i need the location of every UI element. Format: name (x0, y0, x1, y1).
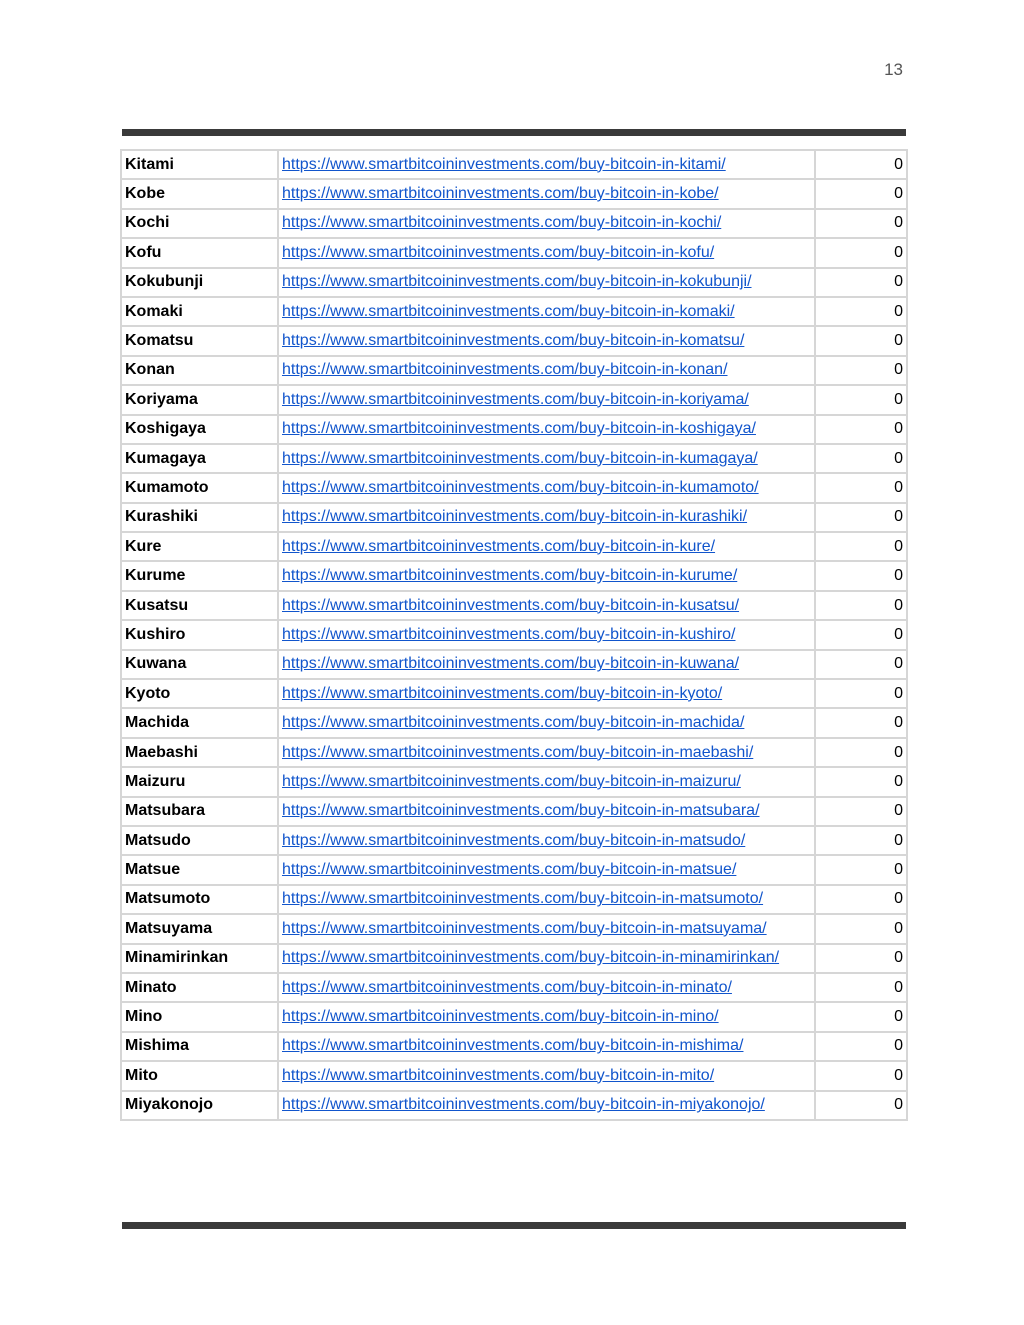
city-name-cell: Konan (121, 356, 278, 385)
city-link[interactable]: https://www.smartbitcoininvestments.com/buy-bitcoin-in-machida/ (282, 714, 745, 732)
city-link[interactable]: https://www.smartbitcoininvestments.com/buy-bitcoin-in-kushiro/ (282, 625, 736, 643)
city-name-cell: Maizuru (121, 767, 278, 796)
count-cell: 0 (815, 297, 907, 326)
city-link[interactable]: https://www.smartbitcoininvestments.com/buy-bitcoin-in-kuwana/ (282, 655, 740, 673)
table-row (121, 944, 907, 973)
city-name-cell: Kobe (121, 179, 278, 208)
city-name-cell: Kofu (121, 238, 278, 267)
table-row (121, 767, 907, 796)
table-row (121, 1032, 907, 1061)
count-cell: 0 (815, 855, 907, 884)
top-divider (122, 129, 906, 136)
city-link[interactable]: https://www.smartbitcoininvestments.com/buy-bitcoin-in-matsubara/ (282, 802, 760, 820)
url-cell (278, 1032, 815, 1061)
url-cell (278, 209, 815, 238)
count-cell: 0 (815, 591, 907, 620)
url-cell (278, 1061, 815, 1090)
url-cell (278, 238, 815, 267)
table-body (121, 150, 907, 1120)
url-cell (278, 532, 815, 561)
city-link[interactable]: https://www.smartbitcoininvestments.com/buy-bitcoin-in-komaki/ (282, 302, 735, 320)
city-name-cell: Kure (121, 532, 278, 561)
url-cell (278, 826, 815, 855)
url-cell (278, 620, 815, 649)
count-cell: 0 (815, 150, 907, 179)
url-cell (278, 885, 815, 914)
city-name-cell: Minamirinkan (121, 944, 278, 973)
count-cell: 0 (815, 973, 907, 1002)
count-cell: 0 (815, 914, 907, 943)
count-cell: 0 (815, 473, 907, 502)
city-name-cell: Kurashiki (121, 503, 278, 532)
count-cell: 0 (815, 679, 907, 708)
count-cell: 0 (815, 356, 907, 385)
url-cell (278, 297, 815, 326)
url-cell (278, 385, 815, 414)
city-name-cell: Kushiro (121, 620, 278, 649)
url-cell (278, 797, 815, 826)
url-cell (278, 473, 815, 502)
table-row (121, 532, 907, 561)
city-name-cell: Mino (121, 1002, 278, 1031)
city-name-cell: Kitami (121, 150, 278, 179)
url-cell (278, 326, 815, 355)
table-row (121, 620, 907, 649)
city-link[interactable]: https://www.smartbitcoininvestments.com/buy-bitcoin-in-mishima/ (282, 1037, 744, 1055)
city-name-cell: Machida (121, 708, 278, 737)
city-link[interactable]: https://www.smartbitcoininvestments.com/buy-bitcoin-in-kurume/ (282, 567, 738, 585)
url-cell (278, 708, 815, 737)
url-cell (278, 561, 815, 590)
table-row (121, 1061, 907, 1090)
city-name-cell: Kumamoto (121, 473, 278, 502)
count-cell: 0 (815, 650, 907, 679)
table-row (121, 914, 907, 943)
city-link[interactable]: https://www.smartbitcoininvestments.com/buy-bitcoin-in-kumamoto/ (282, 478, 759, 496)
url-cell (278, 1091, 815, 1120)
table-row (121, 297, 907, 326)
count-cell: 0 (815, 444, 907, 473)
city-name-cell: Matsubara (121, 797, 278, 826)
url-cell (278, 914, 815, 943)
table-row (121, 385, 907, 414)
page-number: 13 (884, 60, 903, 79)
city-name-cell: Kochi (121, 209, 278, 238)
bottom-divider (122, 1222, 906, 1229)
count-cell: 0 (815, 797, 907, 826)
city-link[interactable]: https://www.smartbitcoininvestments.com/buy-bitcoin-in-mito/ (282, 1066, 715, 1084)
url-cell (278, 356, 815, 385)
url-cell (278, 150, 815, 179)
url-cell (278, 767, 815, 796)
table-row (121, 738, 907, 767)
city-link[interactable]: https://www.smartbitcoininvestments.com/buy-bitcoin-in-matsue/ (282, 861, 737, 879)
url-cell (278, 855, 815, 884)
city-link[interactable]: https://www.smartbitcoininvestments.com/buy-bitcoin-in-kokubunji/ (282, 273, 752, 291)
count-cell: 0 (815, 826, 907, 855)
city-link[interactable]: https://www.smartbitcoininvestments.com/buy-bitcoin-in-maebashi/ (282, 743, 754, 761)
city-name-cell: Matsudo (121, 826, 278, 855)
city-name-cell: Kyoto (121, 679, 278, 708)
city-link[interactable]: https://www.smartbitcoininvestments.com/buy-bitcoin-in-kure/ (282, 537, 716, 555)
city-name-cell: Koriyama (121, 385, 278, 414)
table-row (121, 561, 907, 590)
city-link[interactable]: https://www.smartbitcoininvestments.com/buy-bitcoin-in-minamirinkan/ (282, 949, 780, 967)
count-cell: 0 (815, 944, 907, 973)
table-row (121, 326, 907, 355)
count-cell: 0 (815, 238, 907, 267)
table-row (121, 444, 907, 473)
count-cell: 0 (815, 620, 907, 649)
url-cell (278, 268, 815, 297)
city-name-cell: Mito (121, 1061, 278, 1090)
city-link[interactable]: https://www.smartbitcoininvestments.com/buy-bitcoin-in-minato/ (282, 978, 732, 996)
city-link[interactable]: https://www.smartbitcoininvestments.com/buy-bitcoin-in-kobe/ (282, 185, 719, 203)
city-link[interactable]: https://www.smartbitcoininvestments.com/buy-bitcoin-in-kyoto/ (282, 684, 723, 702)
table-row (121, 503, 907, 532)
city-name-cell: Miyakonojo (121, 1091, 278, 1120)
city-link[interactable]: https://www.smartbitcoininvestments.com/buy-bitcoin-in-konan/ (282, 361, 728, 379)
count-cell: 0 (815, 385, 907, 414)
table-row (121, 855, 907, 884)
table-row (121, 1002, 907, 1031)
count-cell: 0 (815, 326, 907, 355)
count-cell: 0 (815, 268, 907, 297)
city-name-cell: Maebashi (121, 738, 278, 767)
count-cell: 0 (815, 1061, 907, 1090)
table-row (121, 415, 907, 444)
url-cell (278, 1002, 815, 1031)
city-name-cell: Matsumoto (121, 885, 278, 914)
table-row (121, 885, 907, 914)
city-name-cell: Kokubunji (121, 268, 278, 297)
city-link[interactable]: https://www.smartbitcoininvestments.com/buy-bitcoin-in-mino/ (282, 1008, 719, 1026)
city-name-cell: Kurume (121, 561, 278, 590)
url-cell (278, 591, 815, 620)
count-cell: 0 (815, 767, 907, 796)
city-name-cell: Komaki (121, 297, 278, 326)
city-link[interactable]: https://www.smartbitcoininvestments.com/buy-bitcoin-in-kumagaya/ (282, 449, 758, 467)
table-row (121, 679, 907, 708)
count-cell: 0 (815, 708, 907, 737)
table-row (121, 650, 907, 679)
city-link[interactable]: https://www.smartbitcoininvestments.com/buy-bitcoin-in-kurashiki/ (282, 508, 748, 526)
url-cell (278, 650, 815, 679)
count-cell: 0 (815, 1091, 907, 1120)
city-link[interactable]: https://www.smartbitcoininvestments.com/buy-bitcoin-in-maizuru/ (282, 772, 741, 790)
url-cell (278, 179, 815, 208)
city-name-cell: Matsuyama (121, 914, 278, 943)
city-name-cell: Komatsu (121, 326, 278, 355)
table-row (121, 268, 907, 297)
count-cell: 0 (815, 1002, 907, 1031)
count-cell: 0 (815, 1032, 907, 1061)
count-cell: 0 (815, 561, 907, 590)
city-link[interactable]: https://www.smartbitcoininvestments.com/buy-bitcoin-in-matsumoto/ (282, 890, 764, 908)
city-link[interactable]: https://www.smartbitcoininvestments.com/buy-bitcoin-in-miyakonojo/ (282, 1096, 765, 1114)
table-row (121, 591, 907, 620)
table-row (121, 826, 907, 855)
count-cell: 0 (815, 503, 907, 532)
url-cell (278, 738, 815, 767)
url-cell (278, 444, 815, 473)
table-row (121, 209, 907, 238)
city-link[interactable]: https://www.smartbitcoininvestments.com/buy-bitcoin-in-kochi/ (282, 214, 722, 232)
city-link[interactable]: https://www.smartbitcoininvestments.com/buy-bitcoin-in-koriyama/ (282, 390, 749, 408)
city-name-cell: Kusatsu (121, 591, 278, 620)
city-link[interactable]: https://www.smartbitcoininvestments.com/buy-bitcoin-in-koshigaya/ (282, 420, 756, 438)
count-cell: 0 (815, 415, 907, 444)
table-row (121, 973, 907, 1002)
city-name-cell: Koshigaya (121, 415, 278, 444)
count-cell: 0 (815, 209, 907, 238)
count-cell: 0 (815, 885, 907, 914)
city-url-table (120, 149, 908, 1121)
city-name-cell: Mishima (121, 1032, 278, 1061)
city-link[interactable]: https://www.smartbitcoininvestments.com/buy-bitcoin-in-komatsu/ (282, 332, 745, 350)
table-row (121, 179, 907, 208)
count-cell: 0 (815, 738, 907, 767)
url-cell (278, 503, 815, 532)
city-link[interactable]: https://www.smartbitcoininvestments.com/buy-bitcoin-in-kusatsu/ (282, 596, 740, 614)
url-cell (278, 415, 815, 444)
city-name-cell: Kumagaya (121, 444, 278, 473)
table-row (121, 238, 907, 267)
city-name-cell: Minato (121, 973, 278, 1002)
table-row (121, 1091, 907, 1120)
url-cell (278, 944, 815, 973)
table-row (121, 708, 907, 737)
city-link[interactable]: https://www.smartbitcoininvestments.com/buy-bitcoin-in-kitami/ (282, 155, 726, 173)
city-name-cell: Kuwana (121, 650, 278, 679)
url-cell (278, 973, 815, 1002)
table-row (121, 150, 907, 179)
city-link[interactable]: https://www.smartbitcoininvestments.com/buy-bitcoin-in-matsudo/ (282, 831, 746, 849)
city-link[interactable]: https://www.smartbitcoininvestments.com/buy-bitcoin-in-kofu/ (282, 243, 715, 261)
count-cell: 0 (815, 532, 907, 561)
city-link[interactable]: https://www.smartbitcoininvestments.com/buy-bitcoin-in-matsuyama/ (282, 919, 767, 937)
table-row (121, 473, 907, 502)
count-cell: 0 (815, 179, 907, 208)
url-cell (278, 679, 815, 708)
city-name-cell: Matsue (121, 855, 278, 884)
table-row (121, 356, 907, 385)
table-row (121, 797, 907, 826)
